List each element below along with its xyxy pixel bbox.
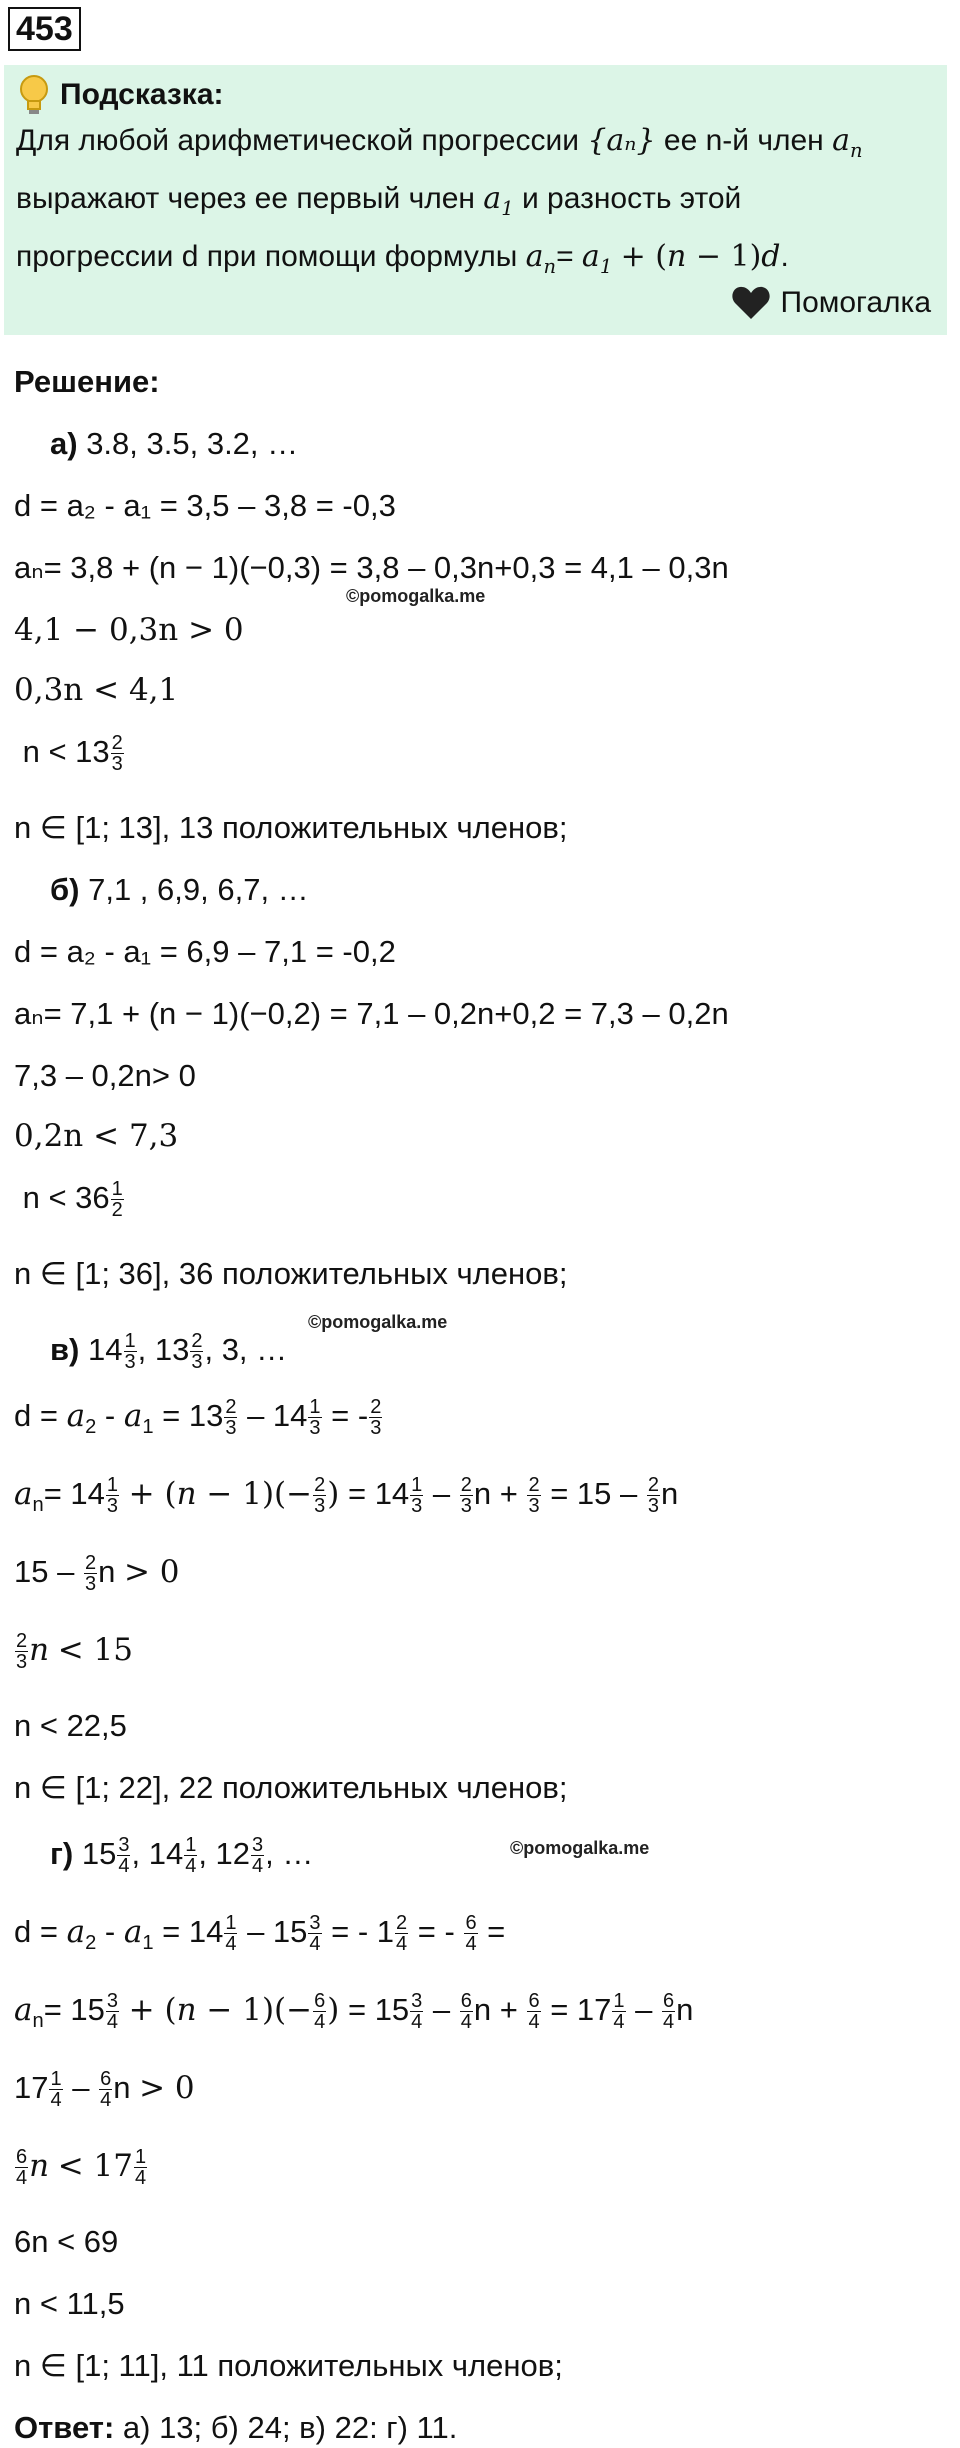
item-b-result: n ∈ [1; 36], 36 положительных членов;	[14, 1256, 568, 1291]
item-a-d: d = a₂ - a₁ = 3,5 – 3,8 = -0,3	[14, 488, 396, 523]
item-v-ineq1: 15 – $\frac{2}{3}$ n > 0	[14, 1552, 180, 1596]
item-a-ineq3: n < 13 $\frac{2}{3}$	[14, 732, 123, 776]
item-g-ineq3: 6n < 69	[14, 2224, 119, 2259]
hint-title: Подсказка:	[60, 78, 224, 111]
item-g-sequence: г) 15 $\frac{3}{4}$ , 14 $\frac{1}{4}$ , 12 $\frac{3}{4}$ , …	[50, 1834, 314, 1878]
brand-label: Помогалка	[731, 285, 932, 321]
item-g-ineq1: 17 $\frac{1}{4}$ – $\frac{6}{4}$ n > 0	[14, 2068, 195, 2112]
solution-title: Решение:	[14, 364, 160, 399]
item-b-d: d = a₂ - a₁ = 6,9 – 7,1 = -0,2	[14, 934, 396, 969]
item-a-sequence: а) 3.8, 3.5, 3.2, …	[50, 426, 299, 461]
answer: Ответ: а) 13; б) 24; в) 22: г) 11.	[14, 2410, 458, 2445]
item-g-d: $d = a_2 - a_1 = 14$ $\frac{1}{4}$ – 15 $\frac{3}{4}$ = - 1 $\frac{2}{4}$ = - $\frac{6}{4}$ =	[14, 1912, 506, 1956]
item-b-ineq3: n < 36 $\frac{1}{2}$	[14, 1178, 123, 1222]
item-b-an: aₙ= 7,1 + (n − 1)(−0,2) = 7,1 – 0,2n+0,2 = 7,3 – 0,2n	[14, 996, 729, 1031]
item-g-an: $a_n= 15$ $\frac{3}{4}$ + (n − 1)(− $\frac{6}{4}$ ) = 15 $\frac{3}{4}$ – $\frac{6}{4}$ n + $\frac{6}{4}$ = 17 $\frac{1}{4}$ – $\frac{6}{4}$ n	[14, 1990, 694, 2034]
item-v-result: n ∈ [1; 22], 22 положительных членов;	[14, 1770, 568, 1805]
item-g-result: n ∈ [1; 11], 11 положительных членов;	[14, 2348, 563, 2383]
item-g-ineq4: n < 11,5	[14, 2286, 125, 2321]
watermark: ©pomogalka.me	[308, 1312, 448, 1332]
item-a-result: n ∈ [1; 13], 13 положительных членов;	[14, 810, 568, 845]
lightbulb-icon	[16, 73, 52, 117]
item-b-ineq2: 0,2n < 7,3	[14, 1118, 179, 1154]
item-b-ineq1: 7,3 – 0,2n> 0	[14, 1058, 196, 1093]
item-v-sequence: в) 14 $\frac{1}{3}$ , 13 $\frac{2}{3}$ , 3, …	[50, 1330, 288, 1374]
item-v-ineq2: $\frac{2}{3}$ n < 15	[16, 1630, 133, 1674]
hint-text: Для любой арифметической прогрессии {aₙ} ее n-й член $a_n$ выражают через ее первый член $a_1$ и разность этой прогрессии d при помощи формулы $a_n= a_1 + (n - 1)d$.	[16, 123, 863, 278]
item-a-ineq1: 4,1 − 0,3n > 0	[14, 612, 244, 648]
heart-icon	[731, 285, 771, 321]
hint-box	[4, 65, 947, 335]
item-v-ineq3: n < 22,5	[14, 1708, 127, 1743]
item-a-an: aₙ= 3,8 + (n − 1)(−0,3) = 3,8 – 0,3n+0,3 = 4,1 – 0,3n	[14, 550, 729, 585]
watermark: ©pomogalka.me	[510, 1838, 650, 1858]
item-v-an: $a_n= 14$ $\frac{1}{3}$ + (n − 1)(− $\frac{2}{3}$ ) = 14 $\frac{1}{3}$ – $\frac{2}{3}$ n + $\frac{2}{3}$ = 15 – $\frac{2}{3}$ n	[14, 1474, 679, 1518]
item-v-d: $d = a_2 - a_1 = 13$ $\frac{2}{3}$ – 14 $\frac{1}{3}$ = - $\frac{2}{3}$	[14, 1396, 382, 1440]
watermark: ©pomogalka.me	[346, 586, 486, 606]
item-a-ineq2: 0,3n < 4,1	[14, 672, 179, 708]
hint-header	[16, 73, 947, 117]
task-number: 453	[8, 7, 81, 51]
item-g-ineq2: $\frac{6}{4}$ n < 17 $\frac{1}{4}$	[16, 2146, 147, 2190]
item-b-sequence: б) 7,1 , 6,9, 6,7, …	[50, 872, 309, 907]
